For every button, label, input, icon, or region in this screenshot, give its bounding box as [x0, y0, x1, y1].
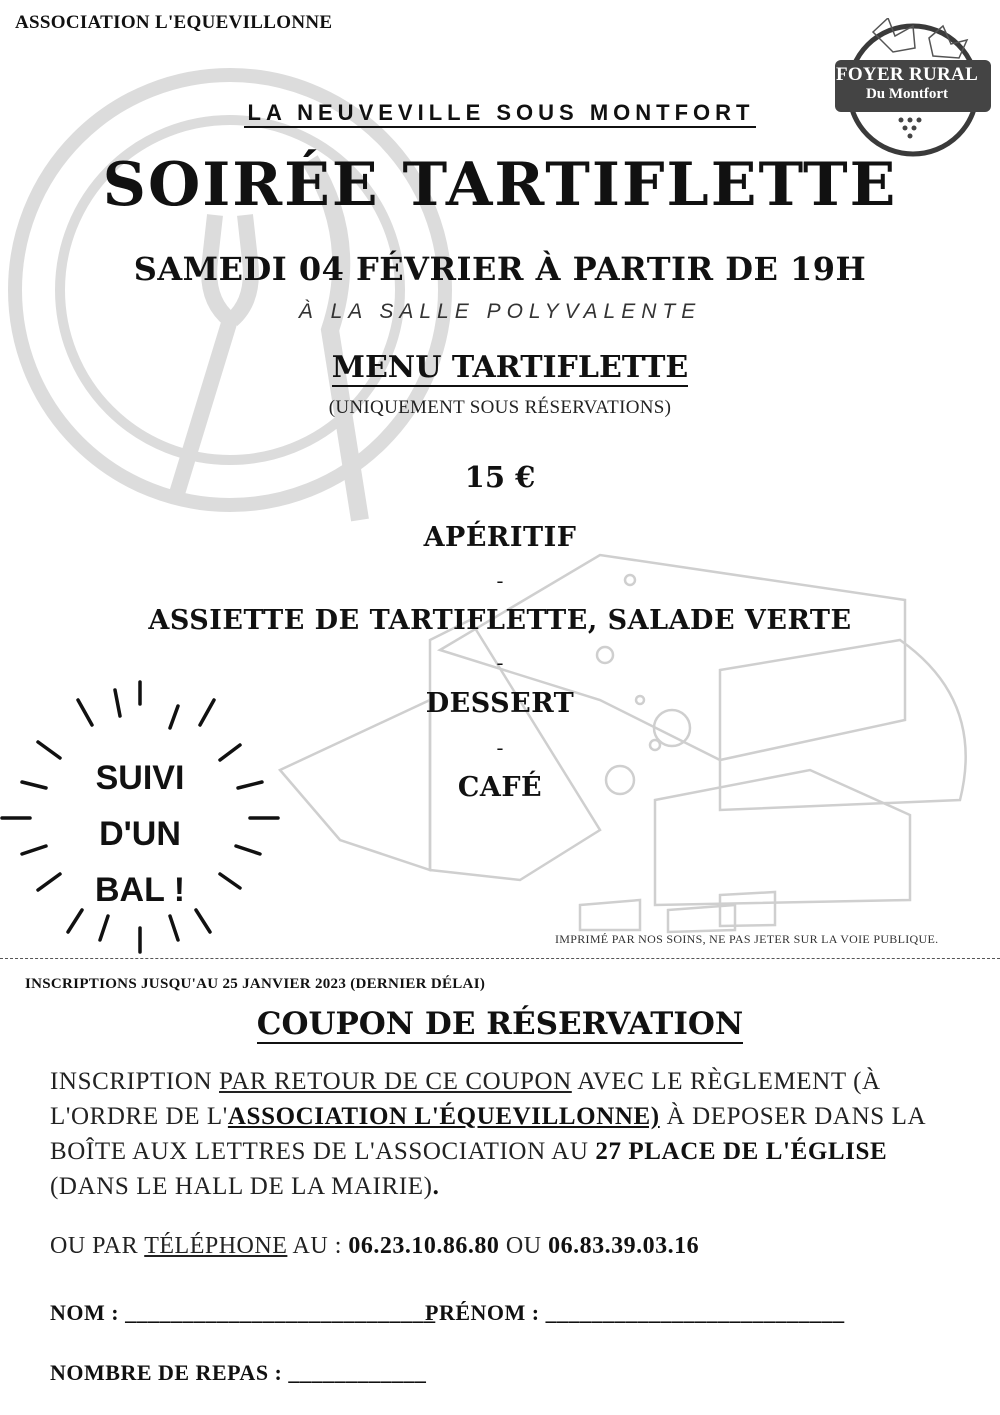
phone-number-2: 06.83.39.03.16 [548, 1233, 700, 1259]
logo-subtitle: Du Montfort [865, 86, 949, 102]
instructions-text: . [432, 1173, 440, 1200]
print-notice: IMPRIMÉ PAR NOS SOINS, NE PAS JETER SUR LA VOIE PUBLIQUE. [555, 932, 939, 946]
plate-fork-knife-illustration [15, 75, 445, 520]
menu-item-aperitif: APÉRITIF [423, 522, 577, 553]
instructions-underlined: PAR RETOUR DE CE COUPON [219, 1068, 572, 1095]
bal-line: SUIVI [95, 759, 185, 797]
menu-price: 15 € [464, 460, 536, 494]
prenom-field[interactable]: PRÉNOM : __________________________ [425, 1300, 845, 1325]
phone-number-1: 06.23.10.86.80 [348, 1233, 500, 1259]
logo-title: FOYER RURAL [835, 64, 979, 85]
nombre-repas-field[interactable]: NOMBRE DE REPAS : ____________ [50, 1360, 427, 1385]
town-heading-text: LA NEUVEVILLE SOUS MONTFORT [244, 100, 757, 128]
event-title: SOIRÉE TARTIFLETTE [102, 150, 898, 220]
menu-separator: - [496, 652, 504, 674]
menu-separator: - [496, 737, 504, 759]
instructions-text: INSCRIPTION [50, 1068, 220, 1095]
association-name: ASSOCIATION L'EQUEVILLONNE [15, 12, 333, 33]
instructions-text: AVEC LE RÈGLEMENT (À L'ORDRE DE L' [50, 1068, 881, 1130]
town-heading [0, 100, 1000, 126]
bal-line: D'UN [99, 815, 181, 853]
event-place: À LA SALLE POLYVALENTE [298, 300, 702, 323]
menu-item-main: ASSIETTE DE TARTIFLETTE, SALADE VERTE [148, 605, 852, 636]
instructions-text: À DEPOSER DANS LA BOÎTE AUX LETTRES DE L'ASSOCIATION AU [50, 1103, 925, 1165]
phone-or: OU [499, 1233, 549, 1259]
bal-announcement [70, 750, 210, 918]
registration-deadline: INSCRIPTIONS JUSQU'AU 25 JANVIER 2023 (DERNIER DÉLAI) [25, 976, 486, 992]
event-date: SAMEDI 04 FÉVRIER À PARTIR DE 19H [133, 250, 867, 288]
reservation-note: (UNIQUEMENT SOUS RÉSERVATIONS) [328, 397, 672, 418]
coupon-title-text: COUPON DE RÉSERVATION [256, 1006, 744, 1042]
nom-field[interactable]: NOM : ___________________________ [50, 1300, 436, 1325]
coupon-title [0, 1006, 1000, 1042]
coupon-instructions [50, 1064, 950, 1204]
menu-title [20, 350, 1000, 385]
association-name-underlined: ASSOCIATION L'ÉQUEVILLONNE) [227, 1103, 660, 1130]
phone-prefix: OU PAR [50, 1233, 145, 1259]
bal-line: BAL ! [94, 871, 186, 909]
cut-line [0, 958, 1000, 959]
phone-mid: AU : [287, 1233, 349, 1259]
menu-title-text: MENU TARTIFLETTE [331, 350, 689, 385]
address-bold: 27 PLACE DE L'ÉGLISE [595, 1138, 888, 1165]
menu-separator: - [496, 570, 504, 592]
phone-line [50, 1233, 699, 1260]
menu-item-dessert: DESSERT [425, 688, 575, 719]
menu-item-coffee: CAFÉ [457, 772, 543, 803]
phone-word: TÉLÉPHONE [144, 1233, 288, 1259]
instructions-text: (DANS LE HALL DE LA MAIRIE) [50, 1173, 433, 1200]
